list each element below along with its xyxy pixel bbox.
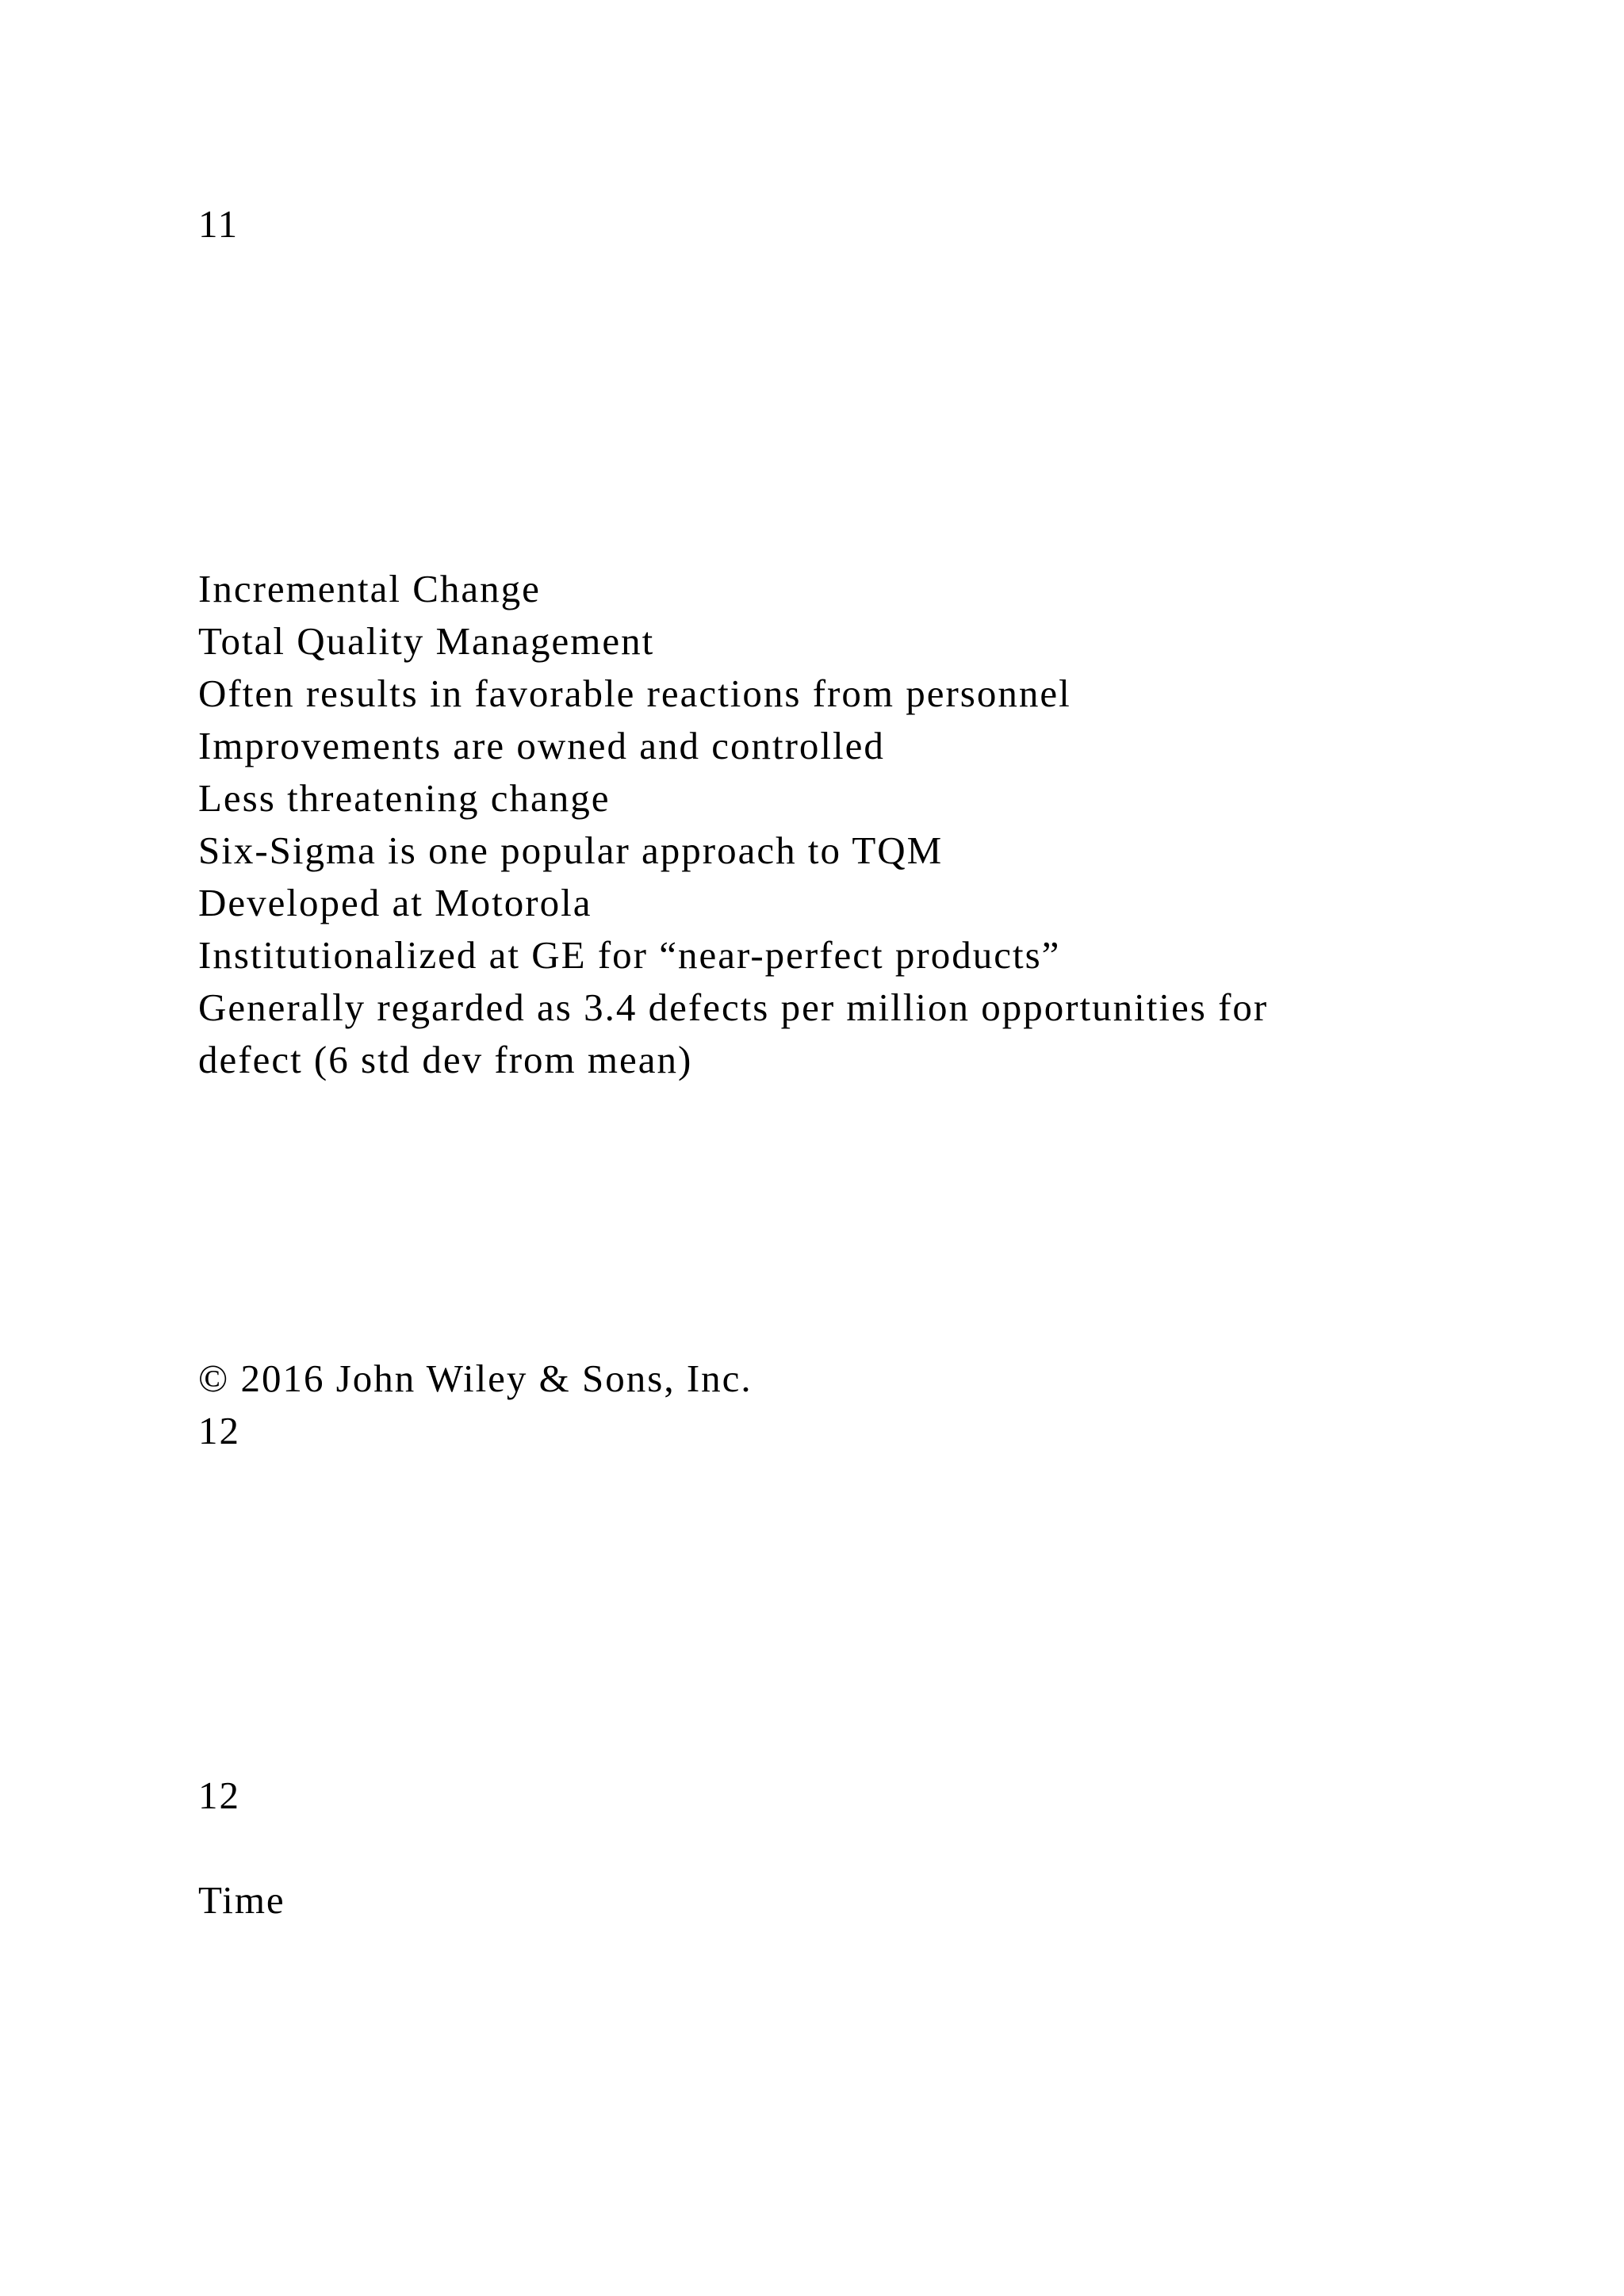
- body-line-9: defect (6 std dev from mean): [198, 1038, 693, 1081]
- body-line-3: Improvements are owned and controlled: [198, 724, 885, 767]
- body-line-6: Developed at Motorola: [198, 881, 592, 924]
- slide-heading: Incremental Change: [198, 567, 541, 610]
- page-number-bottom: 12: [198, 1774, 240, 1817]
- body-line-4: Less threatening change: [198, 776, 611, 820]
- body-line-1: Total Quality Management: [198, 619, 655, 663]
- body-line-5: Six-Sigma is one popular approach to TQM: [198, 828, 944, 872]
- time-label: Time: [198, 1878, 285, 1922]
- body-line-8: Generally regarded as 3.4 defects per million opportunities for: [198, 985, 1269, 1029]
- copyright-notice: © 2016 John Wiley & Sons, Inc.: [198, 1357, 753, 1400]
- body-line-2: Often results in favorable reactions from personnel: [198, 672, 1071, 715]
- page-number-top: 11: [198, 202, 239, 246]
- page-number-middle: 12: [198, 1409, 240, 1452]
- body-line-7: Institutionalized at GE for “near-perfect products”: [198, 933, 1061, 977]
